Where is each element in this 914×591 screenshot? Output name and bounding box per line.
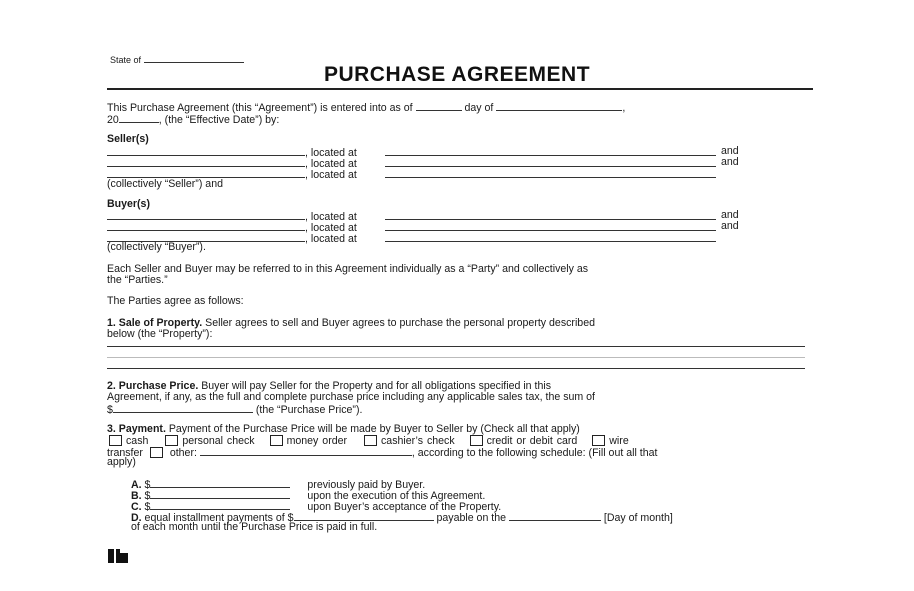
intro-comma: , <box>622 102 626 114</box>
schedule-a-text: previously paid by Buyer. <box>307 479 426 491</box>
section-3-line-1 <box>107 424 580 435</box>
buyer-and-1: and <box>721 209 739 221</box>
seller-name-blank[interactable] <box>107 146 305 156</box>
intro-year-prefix: 20 <box>107 114 119 126</box>
other-label: other: <box>169 447 197 459</box>
located-at-label: , located at <box>305 211 357 223</box>
buyers-heading: Buyer(s) <box>107 198 150 210</box>
buyer-name-blank[interactable] <box>107 221 305 231</box>
schedule-a-label: A. <box>131 479 142 491</box>
schedule-b-text: upon the execution of this Agreement. <box>307 490 486 502</box>
property-description-line-2[interactable] <box>107 357 805 358</box>
section-1-line-2: below (the “Property”): <box>107 328 213 340</box>
sellers-collectively: (collectively “Seller”) and <box>107 178 223 190</box>
section-2-line-2: Agreement, if any, as the full and complete purchase price including any applicable sales tax, the sum of <box>107 391 595 403</box>
buyer-address-blank[interactable] <box>385 219 716 220</box>
seller-name-blank[interactable] <box>107 157 305 167</box>
title-rule <box>107 88 813 90</box>
section-3-text: Payment of the Purchase Price will be made by Buyer to Seller by (Check all that apply) <box>165 423 580 435</box>
day-of-month-blank[interactable] <box>509 511 601 521</box>
purchase-price-blank[interactable] <box>113 403 253 413</box>
section-2-text: Buyer will pay Seller for the Property and for all obligations specified in this <box>198 380 551 392</box>
credit-debit-card-label: credit or debit card <box>486 435 578 447</box>
state-blank[interactable] <box>144 53 244 63</box>
section-1-heading: 1. Sale of Property. <box>107 317 203 329</box>
document-title: PURCHASE AGREEMENT <box>323 63 591 86</box>
section-1-text: Seller agrees to sell and Buyer agrees to purchase the personal property described <box>202 317 595 329</box>
located-at-label: , located at <box>305 147 357 159</box>
cashiers-check-label: cashier’s check <box>381 435 455 447</box>
other-method-blank[interactable] <box>200 446 412 456</box>
intro-text: This Purchase Agreement (this “Agreement”) is entered into as of <box>107 102 413 114</box>
personal-check-label: personal check <box>182 435 255 447</box>
state-label: State of <box>110 55 142 65</box>
section-2-heading: 2. Purchase Price. <box>107 380 199 392</box>
buyer-and-2: and <box>721 220 739 232</box>
located-at-label: , located at <box>305 158 357 170</box>
schedule-d-continued: of each month until the Purchase Price is paid in full. <box>131 521 378 533</box>
seller-address-blank[interactable] <box>385 177 716 178</box>
wire-transfer-checkbox[interactable] <box>592 435 605 446</box>
section-2-line-3 <box>107 403 362 416</box>
year-blank[interactable] <box>119 113 159 123</box>
wire-label: wire <box>609 435 629 447</box>
transfer-label: transfer <box>107 447 143 459</box>
schedule-c-amount-blank[interactable] <box>150 500 290 510</box>
schedule-a-amount-blank[interactable] <box>150 478 290 488</box>
brand-logo-icon <box>108 549 128 563</box>
installment-amount-blank[interactable] <box>294 511 434 521</box>
payment-other-row <box>107 446 657 459</box>
seller-address-blank[interactable] <box>385 155 716 156</box>
schedule-intro: , according to the following schedule: (Fill out all that <box>411 447 658 459</box>
property-description-line-1[interactable] <box>107 346 805 347</box>
located-at-label: , located at <box>305 233 357 245</box>
schedule-b-amount-blank[interactable] <box>150 489 290 499</box>
day-of-month-label: [Day of month] <box>603 512 673 524</box>
credit-debit-card-checkbox[interactable] <box>470 435 483 446</box>
parties-agree: The Parties agree as follows: <box>107 295 244 307</box>
intro-day-of: day of <box>464 102 494 114</box>
intro-line-2 <box>107 113 279 126</box>
intro-effective-date: , (the “Effective Date”) by: <box>158 114 280 126</box>
section-3-heading: 3. Payment. <box>107 423 166 435</box>
cash-label: cash <box>126 435 149 447</box>
property-description-line-3[interactable] <box>107 368 805 369</box>
located-at-label: , located at <box>305 222 357 234</box>
seller-name-blank[interactable] <box>107 168 305 178</box>
seller-address-blank[interactable] <box>385 166 716 167</box>
personal-check-checkbox[interactable] <box>165 435 178 446</box>
schedule-c-label: C. <box>131 501 142 513</box>
dollar-sign: $ <box>144 479 151 491</box>
money-order-label: money order <box>286 435 348 447</box>
seller-and-2: and <box>721 156 739 168</box>
sellers-heading: Seller(s) <box>107 133 149 145</box>
buyer-name-blank[interactable] <box>107 210 305 220</box>
located-at-label: , located at <box>305 169 357 181</box>
parties-line-2: the “Parties.” <box>107 274 168 286</box>
other-checkbox[interactable] <box>150 447 163 458</box>
dollar-sign: $ <box>107 404 113 416</box>
schedule-d-label: D. <box>131 512 142 524</box>
schedule-c-text: upon Buyer’s acceptance of the Property. <box>307 501 502 513</box>
cash-checkbox[interactable] <box>109 435 122 446</box>
money-order-checkbox[interactable] <box>270 435 283 446</box>
purchase-price-label: (the “Purchase Price”). <box>255 404 363 416</box>
schedule-b-label: B. <box>131 490 142 502</box>
payable-on-label: payable on the <box>436 512 507 524</box>
month-blank[interactable] <box>496 101 622 111</box>
parties-line-1: Each Seller and Buyer may be referred to in this Agreement individually as a “Party” and collectively as <box>107 263 589 275</box>
schedule-d-text: equal installment payments of $ <box>144 512 294 524</box>
cashiers-check-checkbox[interactable] <box>364 435 377 446</box>
buyer-address-blank[interactable] <box>385 241 716 242</box>
day-blank[interactable] <box>416 101 462 111</box>
seller-and-1: and <box>721 145 739 157</box>
dollar-sign: $ <box>144 490 151 502</box>
buyers-collectively: (collectively “Buyer”). <box>107 241 206 253</box>
buyer-address-blank[interactable] <box>385 230 716 231</box>
section-3-apply: apply) <box>107 456 136 468</box>
dollar-sign: $ <box>144 501 151 513</box>
